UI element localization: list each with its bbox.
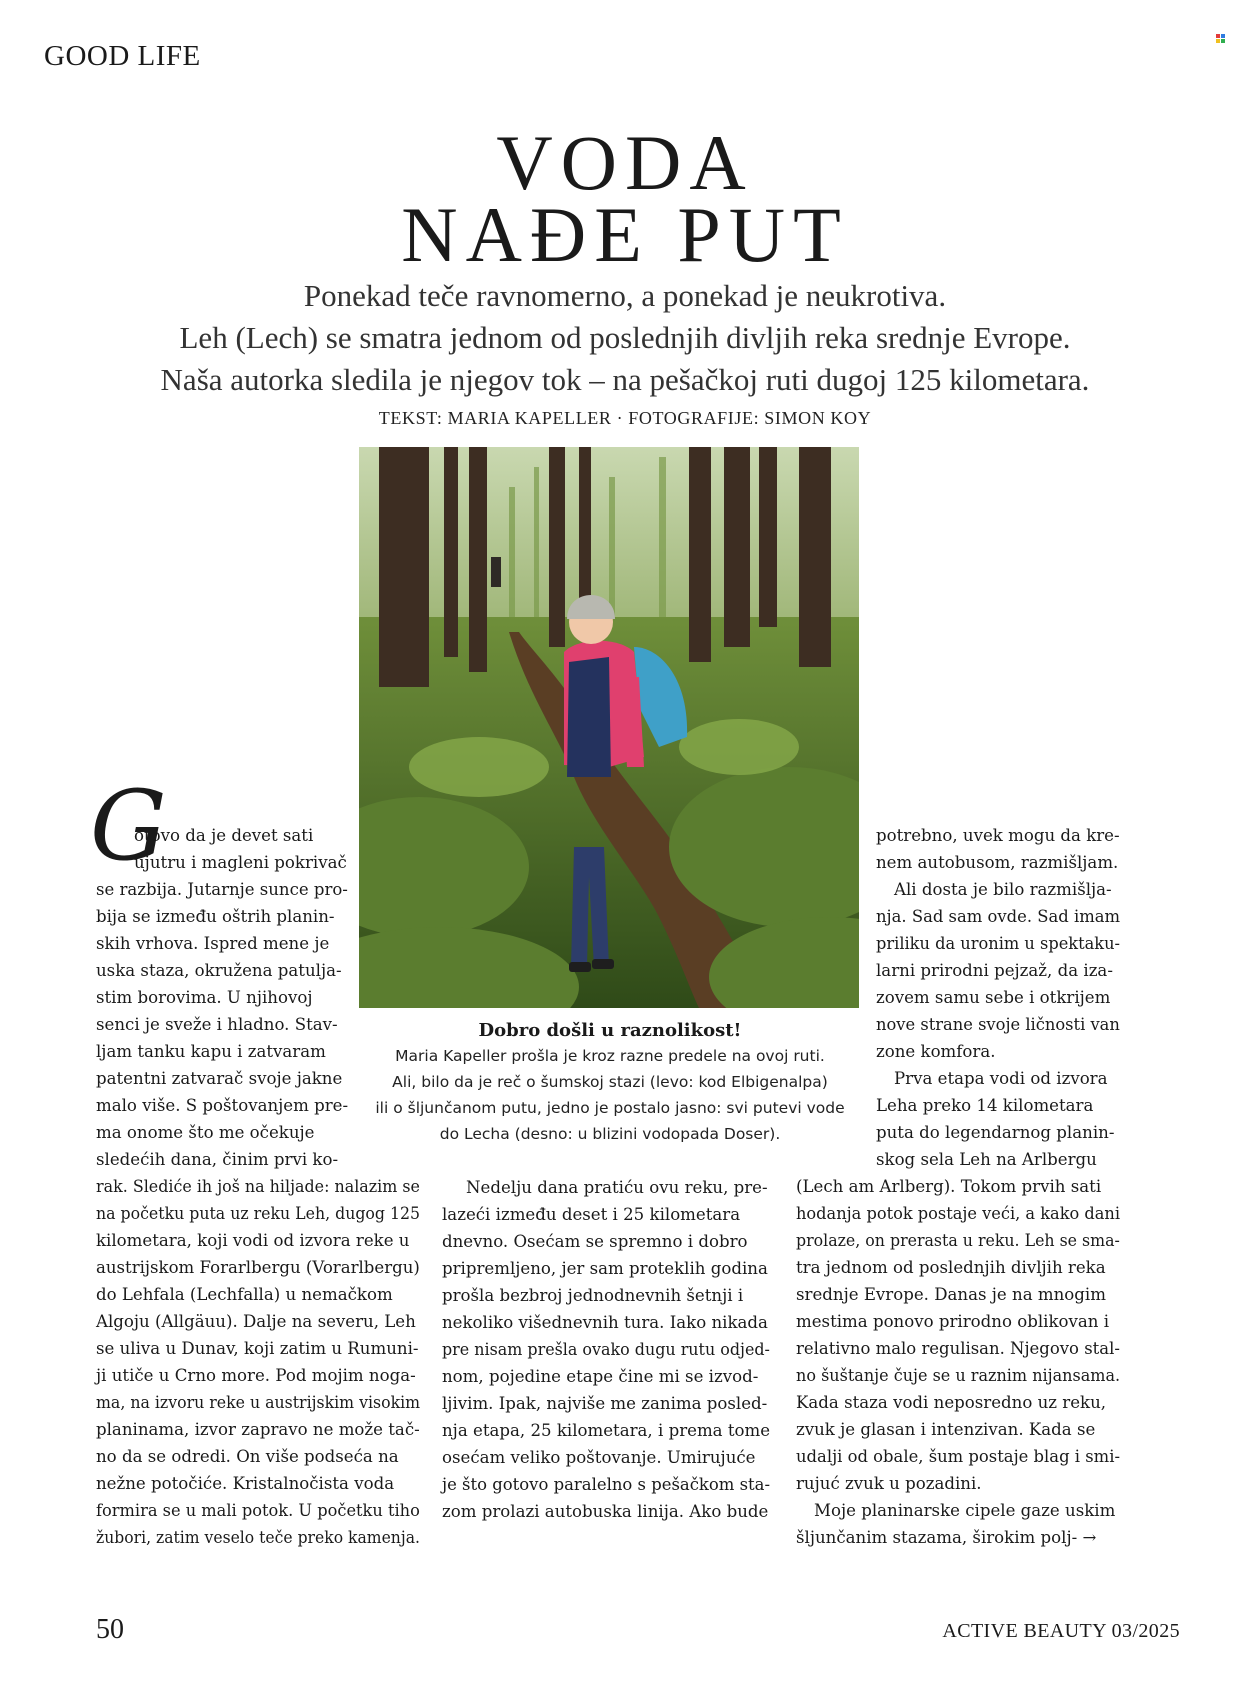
magazine-issue: ACTIVE BEAUTY 03/2025 — [942, 1620, 1180, 1642]
article-text-line: no šuštanje čuje se u raznim nijansama. — [796, 1366, 1121, 1385]
caption-line: Ali, bilo da je reč o šumskoj stazi (levo: kod Elbigenalpa) — [392, 1073, 828, 1091]
caption-line: ili o šljunčanom putu, jedno je postalo jasno: svi putevi vode — [375, 1099, 845, 1117]
article-text-line: je što gotovo paralelno s pešačkom sta- — [442, 1475, 771, 1494]
article-text-line: ljivim. Ipak, najviše me zanima posled- — [442, 1394, 768, 1413]
article-text-line: osećam veliko poštovanje. Umirujuće — [442, 1448, 756, 1467]
article-text-line: formira se u mali potok. U početku tiho — [96, 1501, 420, 1520]
article-text-line: nom, pojedine etape čine mi se izvod- — [442, 1367, 759, 1386]
article-text-line: (Lech am Arlberg). Tokom prvih sati — [796, 1177, 1102, 1196]
article-text-line: ma, na izvoru reke u austrijskim visokim — [96, 1393, 421, 1412]
article-text-line: zom prolazi autobuska linija. Ako bude — [442, 1502, 769, 1521]
caption-title: Dobro došli u raznolikost! — [478, 1020, 742, 1041]
article-text-line: stim borovima. U njihovoj — [96, 988, 313, 1007]
caption-line: Maria Kapeller prošla je kroz razne predele na ovoj ruti. — [395, 1047, 825, 1065]
article-text-line: šljunčanim stazama, širokim polj- → — [796, 1528, 1097, 1547]
article-text-line: rak. Slediće ih još na hiljade: nalazim se — [96, 1177, 420, 1196]
article-text-line: Prva etapa vodi od izvora — [894, 1069, 1108, 1088]
article-text-line: sledećih dana, činim prvi ko- — [96, 1150, 339, 1169]
hiker-forest-photo — [359, 447, 859, 1008]
article-text-line: malo više. S poštovanjem pre- — [96, 1096, 349, 1115]
article-text-line: no da se odredi. On više podseća na — [96, 1447, 399, 1466]
article-text-line: Moje planinarske cipele gaze uskim — [814, 1501, 1116, 1520]
article-text-line: tra jednom od poslednjih divljih reka — [796, 1258, 1106, 1277]
section-label: GOOD LIFE — [44, 40, 201, 72]
article-text-line: uska staza, okružena patulja- — [96, 961, 342, 980]
article-text-line: potrebno, uvek mogu da kre- — [876, 826, 1120, 845]
article-text-line: rujuć zvuk u pozadini. — [796, 1474, 982, 1493]
byline: TEKST: MARIA KAPELLER · FOTOGRAFIJE: SIMON KOY — [378, 408, 872, 428]
article-text-line: udalji od obale, šum postaje blag i smi- — [796, 1447, 1120, 1466]
caption-line: do Lecha (desno: u blizini vodopada Doser). — [439, 1125, 781, 1143]
article-text-line: ma onome što me očekuje — [96, 1123, 315, 1142]
article-text-line: žubori, zatim veselo teče preko kamenja. — [96, 1528, 420, 1547]
article-text-line: pre nisam prešla ovako dugu rutu odjed- — [442, 1340, 770, 1359]
article-text-line: zone komfora. — [876, 1042, 996, 1061]
deck-line-1: Ponekad teče ravnomerno, a ponekad je neukrotiva. — [303, 278, 947, 313]
deck-line-3: Naša autorka sledila je njegov tok – na pešačkoj ruti dugoj 125 kilometara. — [160, 362, 1090, 397]
article-text-line: prolaze, on prerasta u reku. Leh se sma- — [796, 1231, 1120, 1250]
article-text-line: na početku puta uz reku Leh, dugog 125 — [96, 1204, 421, 1223]
article-text-line: ljam tanku kapu i zatvaram — [96, 1042, 326, 1061]
article-text-line: ji utiče u Crno more. Pod mojim noga- — [96, 1366, 416, 1385]
article-text-line: hodanja potok postaje veći, a kako dani — [796, 1204, 1121, 1223]
article-text-line: nežne potočiće. Kristalnočista voda — [96, 1474, 395, 1493]
article-text-line: bija se između oštrih planin- — [96, 907, 335, 926]
article-text-line: se razbija. Jutarnje sunce pro- — [96, 880, 348, 899]
page-number: 50 — [96, 1614, 124, 1645]
article-text-line: relativno malo regulisan. Njegovo stal- — [796, 1339, 1120, 1358]
article-text-line: senci je sveže i hladno. Stav- — [96, 1015, 338, 1034]
deck-line-2: Leh (Lech) se smatra jednom od poslednjih divljih reka srednje Evrope. — [179, 320, 1071, 355]
article-text-line: lazeći između deset i 25 kilometara — [442, 1205, 741, 1224]
article-text-line: larni prirodni pejzaž, da iza- — [876, 961, 1113, 980]
article-text-line: skog sela Leh na Arlbergu — [876, 1150, 1097, 1169]
article-text-line: Kada staza vodi neposredno uz reku, — [796, 1393, 1107, 1412]
article-text-line: priliku da uronim u spektaku- — [876, 934, 1121, 953]
article-text-line: ujutru i magleni pokrivač — [134, 853, 347, 872]
article-text-line: dnevno. Osećam se spremno i dobro — [442, 1232, 748, 1251]
article-text-line: nekoliko višednevnih tura. Iako nikada — [442, 1313, 768, 1332]
article-text-line: zovem samu sebe i otkrijem — [876, 988, 1111, 1007]
article-text-line: puta do legendarnog planin- — [876, 1123, 1115, 1142]
drop-cap: G — [90, 770, 167, 882]
color-mark-icon — [1216, 34, 1225, 43]
headline-line-1: VODA — [496, 119, 754, 206]
article-text-line: nja etapa, 25 kilometara, i prema tome — [442, 1421, 771, 1440]
article-text-line: se uliva u Dunav, koji zatim u Rumuni- — [96, 1339, 419, 1358]
article-text-line: zvuk je glasan i intenzivan. Kada se — [796, 1420, 1096, 1439]
article-text-line: patentni zatvarač svoje jakne — [96, 1069, 343, 1088]
article-text-line: nem autobusom, razmišljam. — [876, 853, 1119, 872]
article-text-line: Leha preko 14 kilometara — [876, 1096, 1094, 1115]
article-text-line: Algoju (Allgäuu). Dalje na severu, Leh — [96, 1312, 416, 1331]
article-text-line: kilometara, koji vodi od izvora reke u — [96, 1231, 410, 1250]
article-text-line: nove strane svoje ličnosti van — [876, 1015, 1120, 1034]
headline-line-2: NAĐE PUT — [401, 191, 849, 278]
article-text-line: skih vrhova. Ispred mene je — [96, 934, 330, 953]
article-text-line: planinama, izvor zapravo ne može tač- — [96, 1420, 420, 1439]
article-text-line: austrijskom Forarlbergu (Vorarlbergu) — [96, 1258, 420, 1277]
article-text-line: mestima ponovo prirodno oblikovan i — [796, 1312, 1110, 1331]
article-text-line: do Lehfala (Lechfalla) u nemačkom — [96, 1285, 393, 1304]
article-text-line: prošla bezbroj jednodnevnih šetnji i — [442, 1286, 744, 1305]
article-text-line: srednje Evrope. Danas je na mnogim — [796, 1285, 1106, 1304]
article-text-line: otovo da je devet sati — [134, 826, 314, 845]
article-text-line: Ali dosta je bilo razmišlja- — [894, 880, 1112, 899]
article-text-line: nja. Sad sam ovde. Sad imam — [876, 907, 1121, 926]
article-text-line: pripremljeno, jer sam proteklih godina — [442, 1259, 768, 1278]
article-text-line: Nedelju dana pratiću ovu reku, pre- — [466, 1178, 768, 1197]
